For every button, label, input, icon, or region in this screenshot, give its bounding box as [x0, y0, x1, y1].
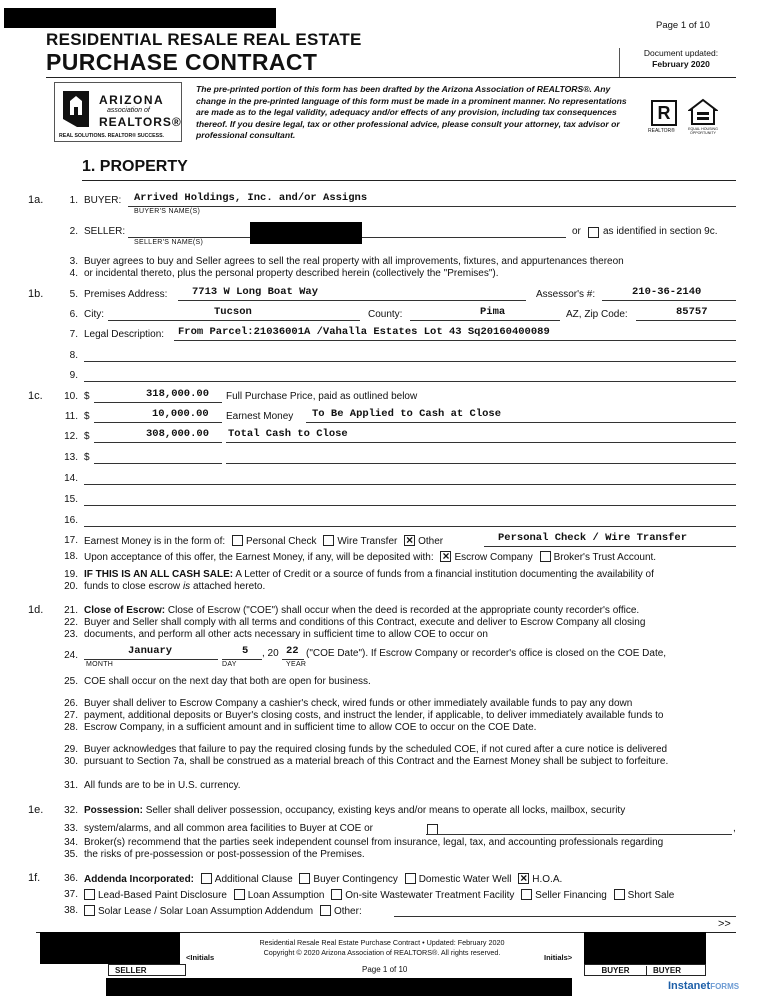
line-number: 20.: [64, 581, 78, 592]
legal-description-label: Legal Description:: [84, 329, 165, 340]
line-36-text: [84, 873, 562, 885]
line-number: 23.: [64, 629, 78, 640]
coe-year-caption: YEAR: [286, 661, 307, 668]
seller-label: SELLER:: [84, 226, 126, 237]
line-25-text: COE shall occur on the next day that both are open for business.: [84, 676, 371, 687]
assessor-label: Assessor's #:: [536, 289, 596, 300]
possession-text: Seller shall deliver possession, occupancy, existing keys and/or means to operate all locks, mailbox, security: [145, 805, 626, 816]
coe-month-line: [84, 659, 218, 660]
seller-financing-label: Seller Financing: [535, 890, 607, 901]
seller-alt-checkbox[interactable]: [588, 227, 599, 238]
section-rule: [82, 180, 736, 181]
line-number: 5.: [69, 289, 78, 300]
instanetforms-logo: [668, 980, 739, 992]
equal-housing-label: EQUAL HOUSING OPPORTUNITY: [688, 127, 718, 135]
lead-paint-checkbox[interactable]: [84, 889, 95, 900]
cash-to-close-amount[interactable]: 308,000.00: [146, 428, 210, 440]
purchase-price-line: [94, 402, 222, 403]
line-29-text: Buyer acknowledges that failure to pay the required closing funds by the scheduled COE, if not cured after a cure notice is delivered: [84, 744, 668, 755]
escrow-company-checkbox[interactable]: [440, 551, 451, 562]
section-1e: 1e.: [28, 804, 44, 816]
deposit-label: Upon acceptance of this offer, the Earnest Money, if any, will be deposited with:: [84, 552, 434, 563]
city-label: City:: [84, 309, 104, 320]
notice-text: The pre-printed portion of this form has been drafted by the Arizona Association of REALTORS®. Any change in the pre-printed language of this form must be made in a prominent manner. No representations are made as to the legal validity, adequacy and/or effects of any provision, including tax consequences thereof. If you desire legal, tax or other professional advice, please consult your attorney, tax advisor or professional consultant.: [196, 84, 627, 141]
line-13-amount[interactable]: [94, 463, 222, 464]
initials-right-label: Initials>: [544, 953, 573, 962]
buyer-value[interactable]: Arrived Holdings, Inc. and/or Assigns: [134, 192, 368, 204]
coe-month-caption: MONTH: [86, 661, 114, 668]
broker-trust-checkbox[interactable]: [540, 551, 551, 562]
line-14-blank[interactable]: [84, 484, 736, 485]
earnest-money-line: [94, 422, 222, 423]
footer-center: [222, 938, 542, 958]
close-of-escrow-text: Close of Escrow ("COE") shall occur when the deed is recorded at the appropriate county recorder's office.: [167, 605, 640, 616]
zip-label: AZ, Zip Code:: [566, 309, 628, 320]
coe-20-prefix: , 20: [262, 648, 279, 659]
line-30-text: pursuant to Section 7a, shall be construed as a material breach of this Contract and the Earnest Money shall be subject to forfeiture.: [84, 756, 669, 767]
redaction-seller: [250, 222, 362, 244]
escrow-company-label: Escrow Company: [454, 552, 533, 563]
domestic-water-well-checkbox[interactable]: [405, 873, 416, 884]
cash-to-close-line: [94, 442, 222, 443]
earnest-money-amount[interactable]: 10,000.00: [152, 408, 209, 420]
earnest-money-desc[interactable]: To Be Applied to Cash at Close: [312, 408, 502, 420]
hoa-checkbox[interactable]: [518, 873, 529, 884]
line-31-text: All funds are to be in U.S. currency.: [84, 780, 241, 791]
buyer-contingency-label: Buyer Contingency: [313, 874, 398, 885]
cash-to-close-desc-line: [226, 442, 736, 443]
line-number: 11.: [64, 411, 78, 422]
hoa-label: H.O.A.: [532, 874, 563, 885]
line-22-text: Buyer and Seller shall comply with all terms and conditions of this Contract, execute and deliver to Escrow Company all closing: [84, 617, 646, 628]
premises-address-label: Premises Address:: [84, 289, 168, 300]
broker-trust-label: Broker's Trust Account.: [553, 552, 657, 563]
line-38-text: [84, 905, 362, 917]
line-number: 33.: [64, 823, 78, 834]
line-number: 8.: [69, 350, 78, 361]
dollar-sign: $: [84, 431, 90, 442]
other-addenda-label: Other:: [333, 906, 362, 917]
line-number: 28.: [64, 722, 78, 733]
logo-tagline: REAL SOLUTIONS. REALTOR® SUCCESS.: [59, 133, 164, 139]
title-line2: PURCHASE CONTRACT: [46, 49, 318, 75]
buyer-initials-box: [584, 964, 706, 976]
other-label: Other: [418, 536, 444, 547]
doc-updated-box: [619, 48, 734, 78]
line-20-text: [84, 581, 265, 592]
line-number: 4.: [69, 268, 78, 279]
redaction-seller-initials: [40, 932, 180, 964]
all-cash-label: IF THIS IS AN ALL CASH SALE:: [84, 569, 234, 580]
zip-line: [636, 320, 736, 321]
brand-part-a: Instanet: [668, 980, 711, 992]
line-number: 12.: [64, 431, 78, 442]
line-number: 16.: [64, 515, 78, 526]
all-cash-text: A Letter of Credit or a source of funds from a financial institution documenting the availability of: [235, 569, 654, 580]
line-3-text: Buyer agrees to buy and Seller agrees to sell the real property with all improvements, fixtures, and appurtenances thereon: [84, 256, 624, 267]
footer-line1: Residential Resale Real Estate Purchase Contract • Updated: February 2020: [259, 938, 505, 947]
possession-alt-line[interactable]: [426, 834, 732, 835]
line-number: 6.: [69, 309, 78, 320]
buyer-initials-label-1: BUYER: [585, 966, 647, 975]
wastewater-checkbox[interactable]: [331, 889, 342, 900]
line-20-part-a: funds to close escrow: [84, 581, 181, 592]
buyer-initials-label-2: BUYER: [653, 965, 682, 975]
premises-address-value[interactable]: 7713 W Long Boat Way: [192, 286, 319, 298]
coe-year-value[interactable]: 22: [286, 645, 299, 657]
additional-clause-label: Additional Clause: [214, 874, 293, 885]
line-number: 32.: [64, 805, 78, 816]
seller-alt-text: as identified in section 9c.: [603, 226, 718, 237]
line-18-text: [84, 551, 656, 563]
title-line1: RESIDENTIAL RESALE REAL ESTATE: [46, 30, 362, 49]
cash-to-close-desc[interactable]: Total Cash to Close: [228, 428, 348, 440]
line-number: 3.: [69, 256, 78, 267]
next-page-arrow[interactable]: >>: [718, 918, 731, 930]
wire-transfer-checkbox[interactable]: [323, 535, 334, 546]
redaction-bottom: [106, 978, 572, 996]
dollar-sign: $: [84, 411, 90, 422]
line-23-text: documents, and perform all other acts necessary in sufficient time to allow COE to occur on: [84, 629, 488, 640]
loan-assumption-label: Loan Assumption: [247, 890, 325, 901]
line-34-text: Broker(s) recommend that the parties seek independent counsel from insurance, legal, tax, and accounting professionals regarding: [84, 837, 664, 848]
line-32-text: [84, 805, 625, 816]
wire-transfer-label: Wire Transfer: [337, 536, 398, 547]
personal-check-label: Personal Check: [245, 536, 317, 547]
initials-left-label: <Initials: [186, 953, 215, 962]
line-number: 19.: [64, 569, 78, 580]
line-number: 38.: [64, 905, 78, 916]
earnest-money-text: Earnest Money: [226, 411, 294, 422]
line-number: 26.: [64, 698, 78, 709]
doc-updated-label: Document updated:: [643, 48, 719, 58]
short-sale-label: Short Sale: [627, 890, 675, 901]
logo-line3: REALTORS®: [99, 115, 182, 129]
seller-caption: SELLER'S NAME(S): [134, 239, 204, 246]
line-number: 25.: [64, 676, 78, 687]
line-13-desc[interactable]: [226, 463, 736, 464]
other-checkbox[interactable]: [404, 535, 415, 546]
legal-description-value[interactable]: From Parcel:21036001A /Vahalla Estates Lot 43 Sq20160400089: [178, 326, 550, 338]
line-number: 15.: [64, 494, 78, 505]
realtor-mark-label: REALTOR®: [648, 128, 675, 134]
section-1d: 1d.: [28, 604, 44, 616]
buyer-caption: BUYER'S NAME(S): [134, 208, 201, 215]
seller-initials-label: SELLER: [115, 965, 147, 975]
addenda-label: Addenda Incorporated:: [84, 874, 195, 885]
solar-checkbox[interactable]: [84, 905, 95, 916]
line-21-text: [84, 605, 639, 616]
line-17-text: [84, 535, 443, 547]
doc-updated-date: February 2020: [652, 59, 710, 69]
line-number: 30.: [64, 756, 78, 767]
line-number: 34.: [64, 837, 78, 848]
section-1f: 1f.: [28, 872, 41, 884]
footer-line2: Copyright © 2020 Arizona Association of REALTORS®. All rights reserved.: [263, 948, 501, 957]
coe-year-line: [282, 659, 304, 660]
line-number: 31.: [64, 780, 78, 791]
buyer-line: [128, 206, 736, 207]
section-1a: 1a.: [28, 194, 44, 206]
zip-value[interactable]: 85757: [676, 306, 708, 318]
coe-month-value[interactable]: January: [128, 645, 173, 657]
arizona-state-icon: [59, 89, 93, 129]
city-value[interactable]: Tucson: [214, 306, 252, 318]
line-number: 17.: [64, 535, 78, 546]
line-number: 36.: [64, 873, 78, 884]
line-number: 14.: [64, 473, 78, 484]
assessor-value[interactable]: 210-36-2140: [632, 286, 702, 298]
earnest-form-label: Earnest Money is in the form of:: [84, 536, 226, 547]
line-4-text: or incidental thereto, plus the personal property described herein (collectively the "Premises").: [84, 268, 499, 279]
other-addenda-line[interactable]: [394, 916, 736, 917]
line-20-is: is: [182, 581, 191, 592]
header-rule: [46, 77, 736, 78]
line-number: 21.: [64, 605, 78, 616]
purchase-price-value[interactable]: 318,000.00: [146, 388, 210, 400]
page-label: Page 1 of 10: [656, 20, 710, 31]
line-number: 35.: [64, 849, 78, 860]
logo-line2: association of: [107, 107, 150, 114]
seller-initials-box: [108, 964, 186, 976]
line-33-text: system/alarms, and all common area facilities to Buyer at COE or: [84, 823, 373, 834]
loan-assumption-checkbox[interactable]: [234, 889, 245, 900]
assessor-line: [602, 300, 736, 301]
line-15-blank[interactable]: [84, 505, 736, 506]
coe-day-caption: DAY: [222, 661, 237, 668]
county-label: County:: [368, 309, 403, 320]
other-value[interactable]: Personal Check / Wire Transfer: [498, 532, 688, 544]
additional-clause-checkbox[interactable]: [201, 873, 212, 884]
domestic-water-well-label: Domestic Water Well: [418, 874, 512, 885]
lead-paint-label: Lead-Based Paint Disclosure: [98, 890, 227, 901]
dollar-sign: $: [84, 452, 90, 463]
line-20-part-b: attached hereto.: [192, 581, 266, 592]
redaction-top: [4, 8, 276, 28]
line-number: 27.: [64, 710, 78, 721]
line-9-blank[interactable]: [84, 381, 736, 382]
logo-line1: ARIZONA: [99, 93, 165, 107]
line-16-blank[interactable]: [84, 526, 736, 527]
realtor-mark-icon: R: [651, 100, 677, 126]
line-number: 9.: [69, 370, 78, 381]
line-8-blank[interactable]: [84, 361, 736, 362]
line-number: 7.: [69, 329, 78, 340]
line-37-text: [84, 889, 674, 901]
county-value[interactable]: Pima: [480, 306, 506, 318]
buyer-label: BUYER:: [84, 195, 122, 206]
line-27-text: payment, additional deposits or Buyer's closing costs, and instruct the lender, if applicable, to deliver immediately available funds to: [84, 710, 664, 721]
section-title: 1. PROPERTY: [82, 158, 188, 175]
dollar-sign: $: [84, 391, 90, 402]
solar-label: Solar Lease / Solar Loan Assumption Addendum: [98, 906, 314, 917]
premises-address-line: [178, 300, 526, 301]
line-number: 18.: [64, 551, 78, 562]
brand-part-b: FORMS: [710, 982, 740, 991]
line-number: 1.: [69, 195, 78, 206]
wastewater-label: On-site Wastewater Treatment Facility: [345, 890, 515, 901]
other-line: [484, 546, 736, 547]
coe-date-text: ("COE Date"). If Escrow Company or recorder's office is closed on the COE Date,: [306, 648, 667, 659]
possession-comma: ,: [733, 823, 736, 834]
redaction-buyer-initials: [584, 932, 706, 964]
line-number: 22.: [64, 617, 78, 628]
line-28-text: Escrow Company, in a sufficient amount and in sufficient time to allow COE to occur on the COE Date.: [84, 722, 537, 733]
line-number: 10.: [64, 391, 78, 402]
coe-day-line: [222, 659, 262, 660]
city-line: [108, 320, 360, 321]
arizona-realtors-logo: [54, 82, 182, 142]
section-1b: 1b.: [28, 288, 44, 300]
legal-description-line: [174, 340, 736, 341]
line-35-text: the risks of pre-possession or post-possession of the Premises.: [84, 849, 365, 860]
other-addenda-checkbox[interactable]: [320, 905, 331, 916]
possession-label: Possession:: [84, 805, 143, 816]
purchase-price-text: Full Purchase Price, paid as outlined below: [226, 391, 418, 402]
line-number: 24.: [64, 650, 78, 661]
equal-housing-icon: [688, 98, 718, 126]
seller-or: or: [572, 226, 581, 237]
personal-check-checkbox[interactable]: [232, 535, 243, 546]
line-number: 13.: [64, 452, 78, 463]
section-1c: 1c.: [28, 390, 43, 402]
coe-day-value[interactable]: 5: [242, 645, 249, 657]
footer-page: Page 1 of 10: [362, 965, 408, 974]
seller-financing-checkbox[interactable]: [521, 889, 532, 900]
line-number: 37.: [64, 889, 78, 900]
county-line: [410, 320, 560, 321]
line-26-text: Buyer shall deliver to Escrow Company a cashier's check, wired funds or other immediately available funds to pay any down: [84, 698, 633, 709]
line-number: 2.: [69, 226, 78, 237]
buyer-contingency-checkbox[interactable]: [299, 873, 310, 884]
line-19-text: [84, 569, 654, 580]
close-of-escrow-label: Close of Escrow:: [84, 605, 166, 616]
short-sale-checkbox[interactable]: [614, 889, 625, 900]
earnest-money-desc-line: [306, 422, 736, 423]
line-number: 29.: [64, 744, 78, 755]
